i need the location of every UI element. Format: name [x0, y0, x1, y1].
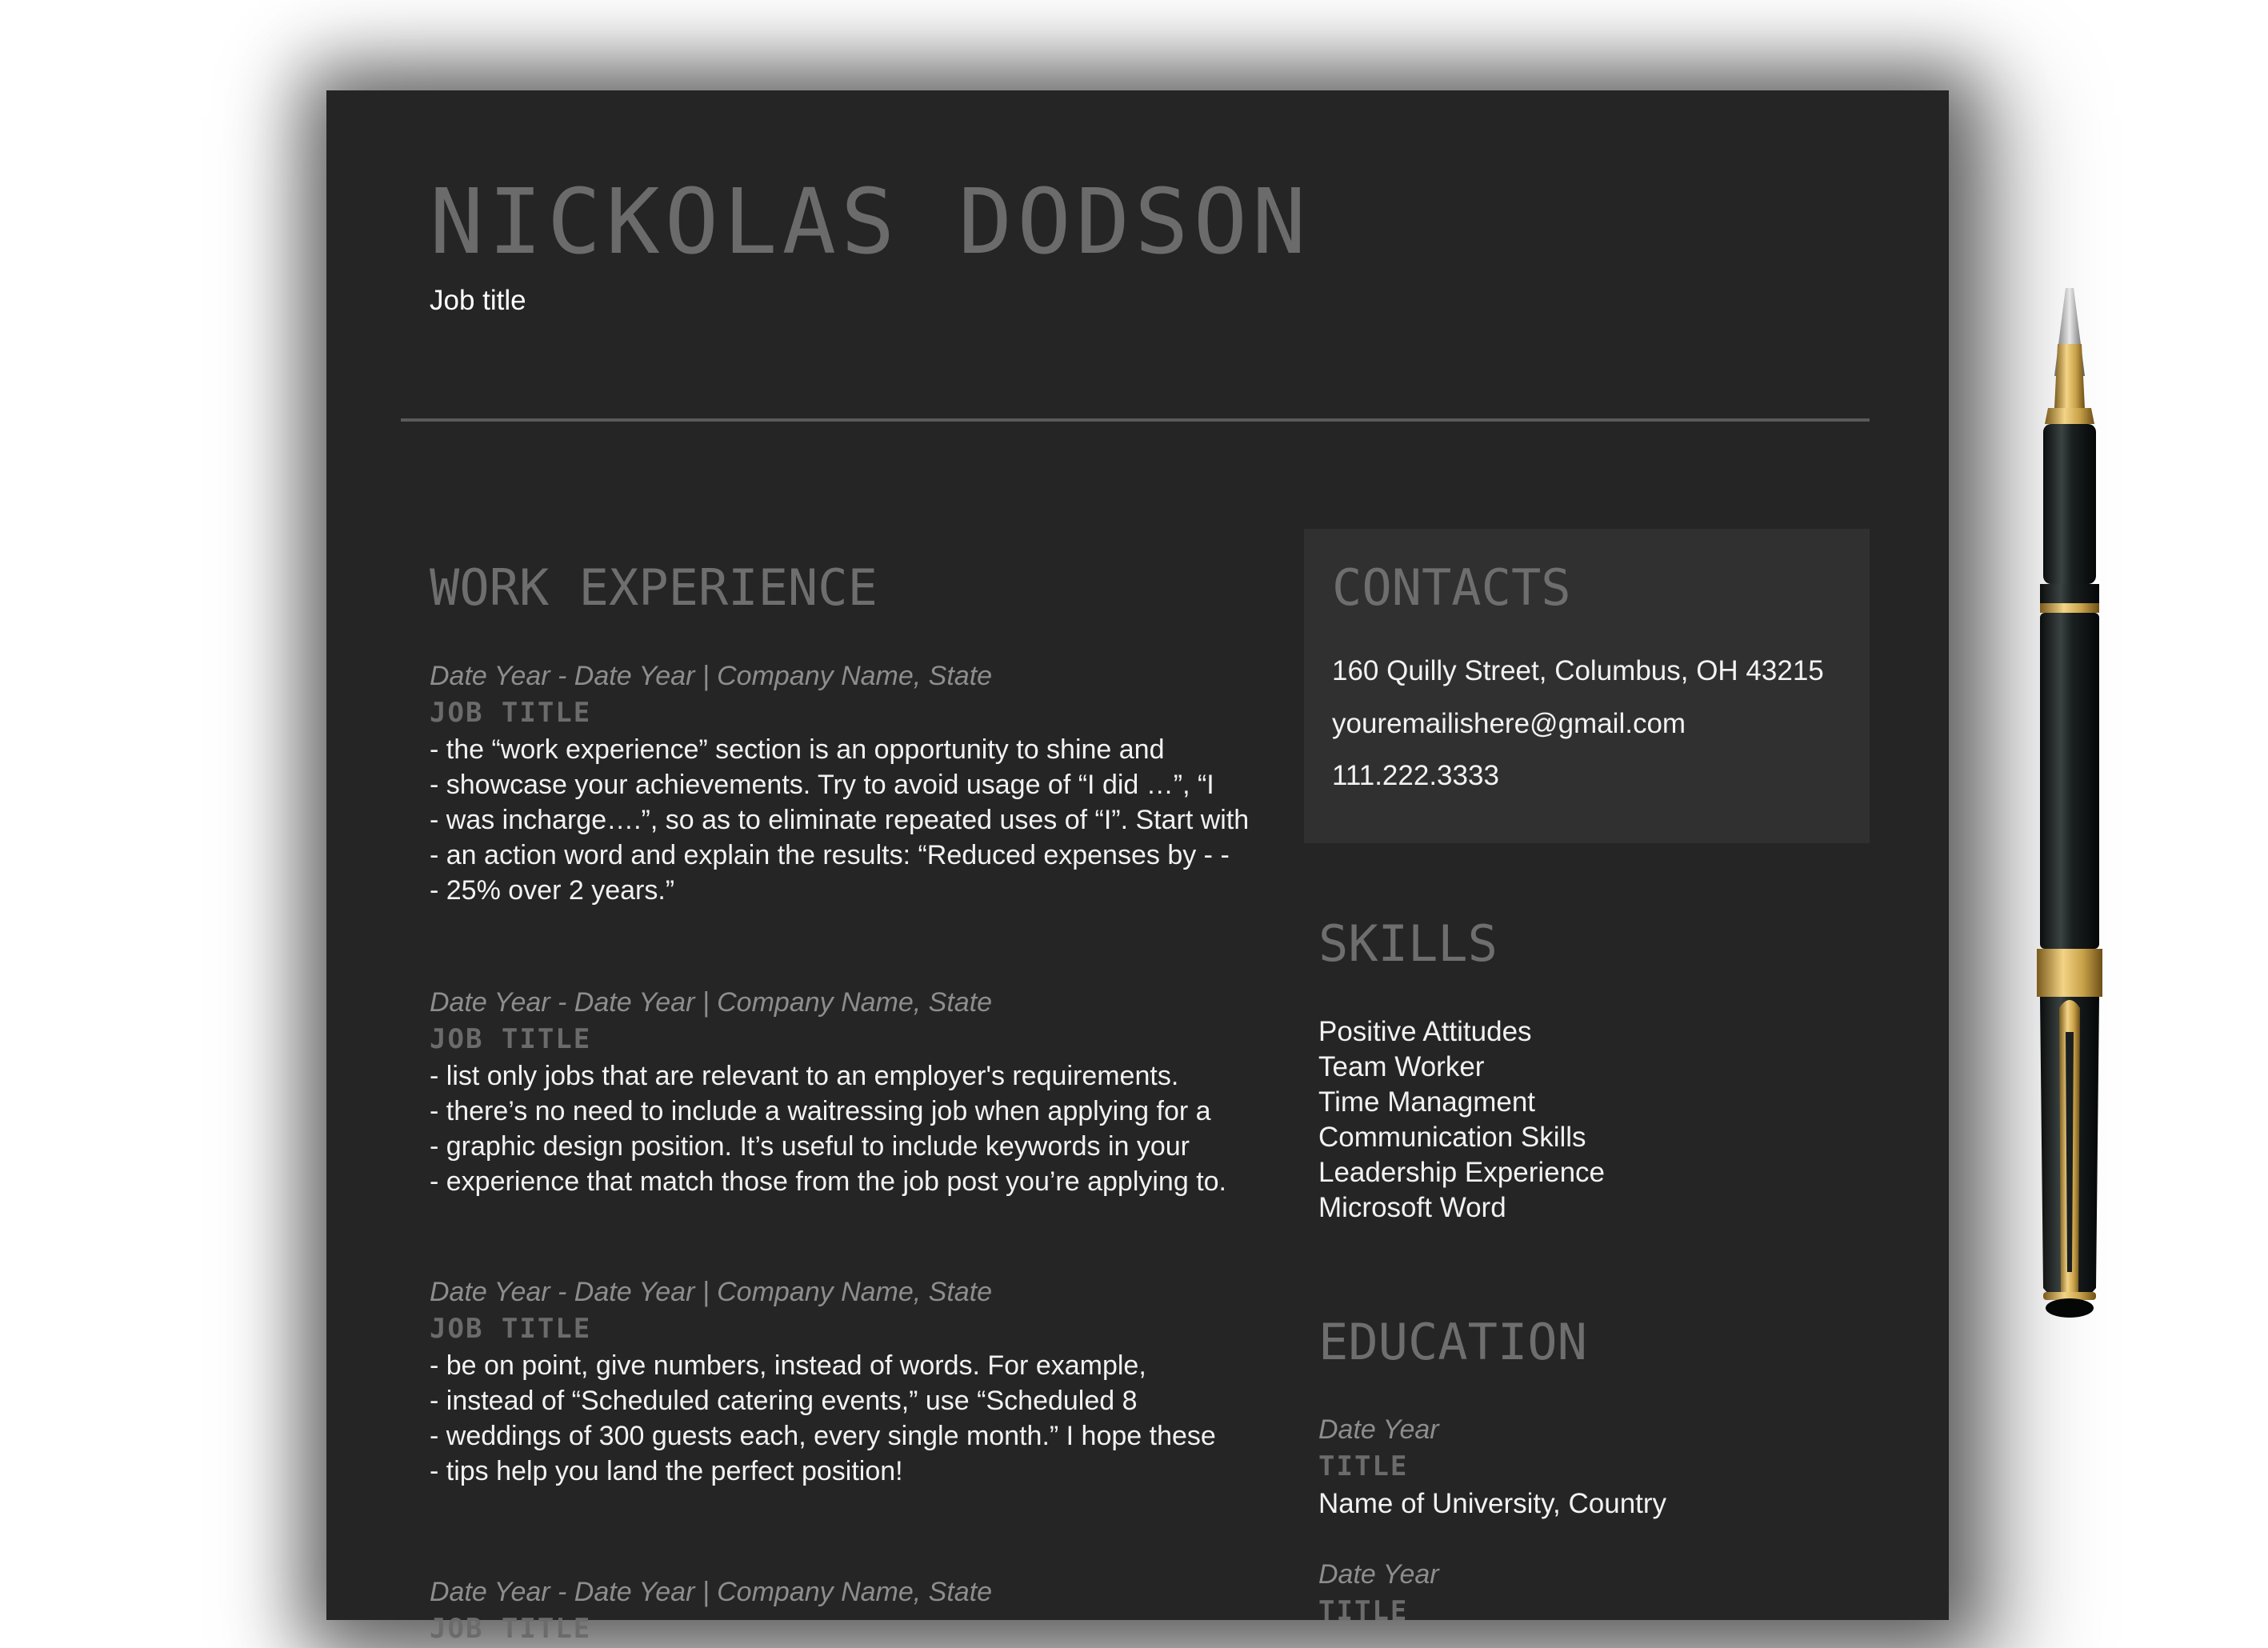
description-line: - the “work experience” section is an opportunity to shine and — [430, 734, 1165, 765]
education-title: TITLE — [1318, 1595, 1409, 1627]
description-line: - list only jobs that are relevant to an employer's requirements. — [430, 1061, 1179, 1091]
education-heading: EDUCATION — [1318, 1313, 1587, 1371]
education-date: Date Year — [1318, 1414, 1439, 1445]
work-entry-description — [430, 1058, 1294, 1199]
description-line: - be on point, give numbers, instead of words. For example, — [430, 1350, 1146, 1381]
description-line: - weddings of 300 guests each, every single month.” I hope these — [430, 1421, 1216, 1451]
contact-address: 160 Quilly Street, Columbus, OH 43215 — [1332, 655, 1824, 686]
work-entry-description — [430, 732, 1294, 908]
work-entry-title: JOB TITLE — [430, 1023, 592, 1055]
work-entry-description — [430, 1348, 1294, 1489]
description-line: - there’s no need to include a waitressing job when applying for a — [430, 1096, 1211, 1126]
candidate-job-title: Job title — [430, 285, 526, 316]
skill-item: Leadership Experience — [1318, 1157, 1606, 1188]
skill-item: Positive Attitudes — [1318, 1016, 1532, 1047]
work-entry-title: JOB TITLE — [430, 1613, 592, 1645]
work-entry — [430, 1574, 1294, 1648]
description-line: - instead of “Scheduled catering events,” use “Scheduled 8 — [430, 1386, 1138, 1416]
description-line: - an action word and explain the results: “Reduced expenses by - - — [430, 840, 1230, 870]
education-date: Date Year — [1318, 1559, 1439, 1590]
contact-email[interactable]: youremailishere@gmail.com — [1332, 708, 1686, 739]
education-title: TITLE — [1318, 1450, 1409, 1482]
work-entry — [430, 658, 1294, 908]
work-experience-heading: WORK EXPERIENCE — [430, 558, 878, 617]
contact-phone[interactable]: 111.222.3333 — [1332, 760, 1499, 791]
header-divider — [401, 418, 1870, 422]
contacts-panel — [1304, 529, 1870, 843]
skills-heading: SKILLS — [1318, 914, 1498, 973]
work-entry — [430, 985, 1294, 1199]
work-entry-meta: Date Year - Date Year | Company Name, State — [430, 661, 993, 691]
description-line: - tips help you land the perfect position! — [430, 1456, 903, 1486]
description-line: - showcase your achievements. Try to avoid usage of “I did …”, “I — [430, 770, 1214, 800]
resume-page — [326, 90, 1949, 1645]
work-entry-meta: Date Year - Date Year | Company Name, State — [430, 987, 993, 1018]
work-entry-meta: Date Year - Date Year | Company Name, State — [430, 1277, 993, 1307]
work-entry-meta: Date Year - Date Year | Company Name, State — [430, 1577, 993, 1607]
description-line: - graphic design position. It’s useful to include keywords in your — [430, 1131, 1190, 1162]
description-line: - 25% over 2 years.” — [430, 875, 675, 906]
education-entry — [1318, 1412, 1862, 1522]
work-entry — [430, 1274, 1294, 1489]
skill-item: Team Worker — [1318, 1051, 1485, 1082]
skill-item: Microsoft Word — [1318, 1192, 1506, 1223]
skill-item: Communication Skills — [1318, 1122, 1586, 1153]
work-entry-title: JOB TITLE — [430, 1313, 592, 1345]
skills-list — [1318, 1014, 1605, 1226]
candidate-name: NICKOLAS DODSON — [430, 170, 1311, 274]
skill-item: Time Managment — [1318, 1086, 1536, 1118]
education-institution: Name of University, Country — [1318, 1488, 1667, 1519]
work-entry-title: JOB TITLE — [430, 697, 592, 729]
description-line: - was incharge….”, so as to eliminate repeated uses of “I”. Start with — [430, 805, 1250, 835]
education-entry — [1318, 1557, 1862, 1630]
description-line: - experience that match those from the job post you’re applying to. — [430, 1166, 1226, 1197]
fountain-pen-image — [2016, 288, 2120, 1336]
contacts-heading: CONTACTS — [1332, 558, 1571, 617]
